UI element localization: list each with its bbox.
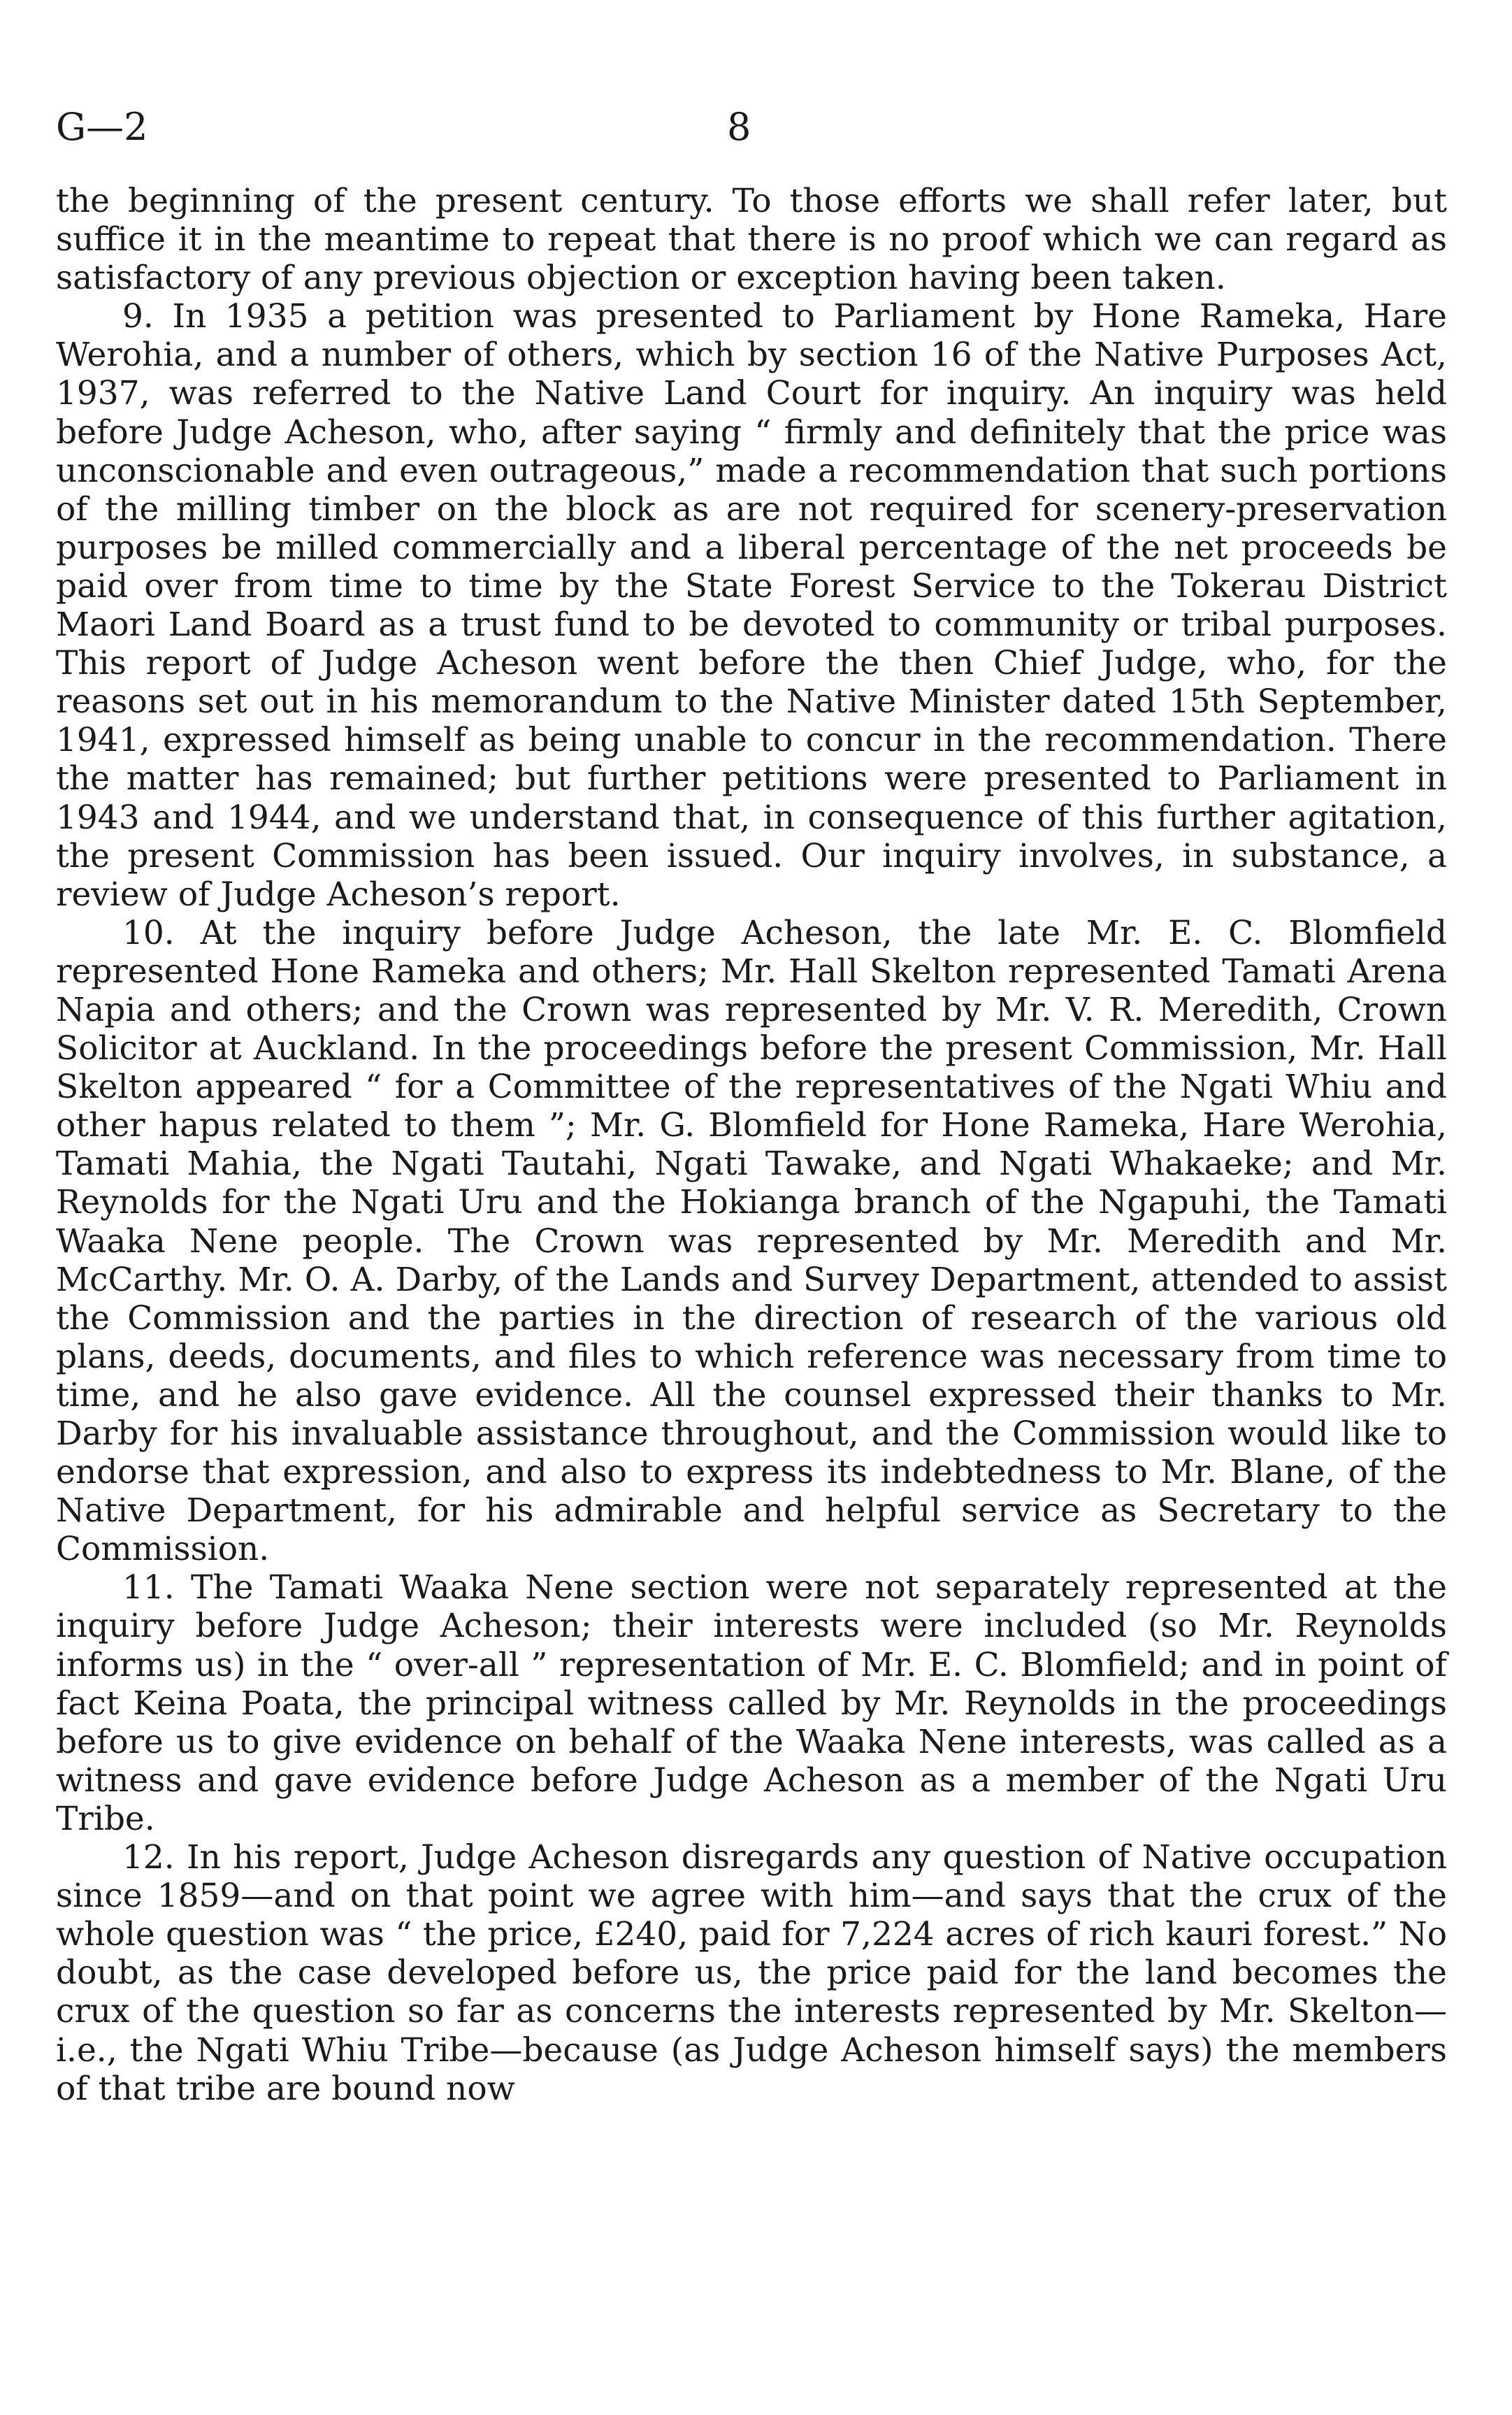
page-header	[56, 105, 1447, 182]
paragraph-continuation: the beginning of the present century. To those efforts we shall refer later, but suffice it in the meantime to repeat that there is no proof which we can regard as satisfactory of any previous objection or exception having been taken.	[56, 182, 1447, 298]
paragraph-11: 11. The Tamati Waaka Nene section were not separately represented at the inquiry before Judge Acheson; their interests were included (so Mr. Reynolds informs us) in the “ over-all ” representation of Mr. E. C. Blomfield; and in point of fact Keina Poata, the principal witness called by Mr. Reynolds in the proceedings before us to give evidence on behalf of the Waaka Nene interests, was called as a witness and gave evidence before Judge Acheson as a member of the Ngati Uru Tribe.	[56, 1568, 1447, 1838]
paragraph-9: 9. In 1935 a petition was presented to Parliament by Hone Rameka, Hare Werohia, and a number of others, which by section 16 of the Native Purposes Act, 1937, was referred to the Native Land Court for inquiry. An inquiry was held before Judge Acheson, who, after saying “ firmly and definitely that the price was unconscionable and even outrageous,” made a recommendation that such portions of the milling timber on the block as are not required for scenery-preservation purposes be milled commercially and a liberal percentage of the net proceeds be paid over from time to time by the State Forest Service to the Tokerau District Maori Land Board as a trust fund to be devoted to community or tribal purposes. This report of Judge Acheson went before the then Chief Judge, who, for the reasons set out in his memorandum to the Native Minister dated 15th September, 1941, expressed himself as being unable to concur in the recommendation. There the matter has remained; but further petitions were presented to Parliament in 1943 and 1944, and we understand that, in consequence of this further agitation, the present Commission has been issued. Our inquiry involves, in substance, a review of Judge Acheson’s report.	[56, 297, 1447, 914]
body-text	[56, 182, 1447, 2108]
paragraph-10: 10. At the inquiry before Judge Acheson, the late Mr. E. C. Blomfield represented Hone Rameka and others; Mr. Hall Skelton represented Tamati Arena Napia and others; and the Crown was represented by Mr. V. R. Meredith, Crown Solicitor at Auckland. In the proceedings before the present Commission, Mr. Hall Skelton appeared “ for a Committee of the representatives of the Ngati Whiu and other hapus related to them ”; Mr. G. Blomfield for Hone Rameka, Hare Werohia, Tamati Mahia, the Ngati Tautahi, Ngati Tawake, and Ngati Whakaeke; and Mr. Reynolds for the Ngati Uru and the Hokianga branch of the Ngapuhi, the Tamati Waaka Nene people. The Crown was represented by Mr. Meredith and Mr. McCarthy. Mr. O. A. Darby, of the Lands and Survey Department, attended to assist the Commission and the parties in the direction of research of the various old plans, deeds, documents, and files to which reference was necessary from time to time, and he also gave evidence. All the counsel expressed their thanks to Mr. Darby for his invaluable assistance throughout, and the Commission would like to endorse that expression, and also to express its indebtedness to Mr. Blane, of the Native Department, for his admirable and helpful service as Secretary to the Commission.	[56, 913, 1447, 1569]
document-page	[56, 105, 1447, 2108]
page-number: 8	[727, 105, 751, 149]
paragraph-12: 12. In his report, Judge Acheson disregards any question of Native occupation since 1859—and on that point we agree with him—and says that the crux of the whole question was “ the price, £240, paid for 7,224 acres of rich kauri forest.” No doubt, as the case developed before us, the price paid for the land becomes the crux of the question so far as concerns the interests represented by Mr. Skelton—i.e., the Ngati Whiu Tribe—because (as Judge Acheson himself says) the members of that tribe are bound now	[56, 1838, 1447, 2108]
document-reference: G—2	[56, 105, 148, 149]
